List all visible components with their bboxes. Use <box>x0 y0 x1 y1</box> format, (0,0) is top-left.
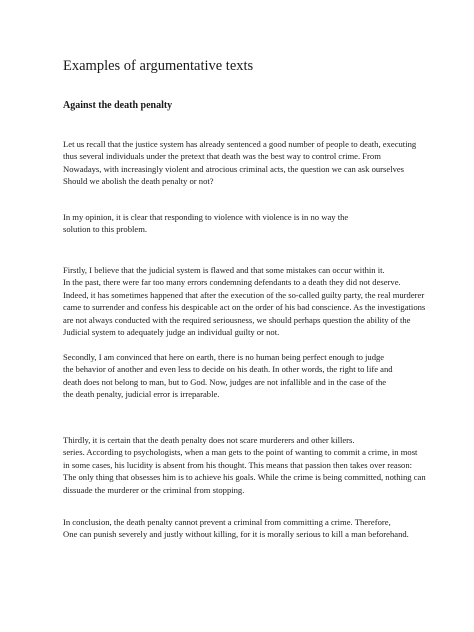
page-title: Examples of argumentative texts <box>63 58 254 74</box>
text-line: Should we abolish the death penalty or not? <box>63 176 214 187</box>
text-line: series. According to psychologists, when a man gets to the point of wanting to commit a crime, in most <box>63 447 418 458</box>
text-line: the behavior of another and even less to decide on his death. In other words, the right to life and <box>63 364 393 375</box>
paragraph-third-argument <box>63 434 426 496</box>
text-line: Indeed, it has sometimes happened that after the execution of the so-called guilty party, the real murderer <box>63 289 425 300</box>
text-line: came to surrender and confess his despicable act on the order of his bad conscience. As the investigations <box>63 302 426 313</box>
paragraph-opinion <box>63 211 423 236</box>
text-line: In the past, there were far too many errors condemning defendants to a death they did not deserve. <box>63 277 401 288</box>
text-line: One can punish severely and justly without killing, for it is morally serious to kill a man beforehand. <box>63 529 409 540</box>
text-line: thus several individuals under the pretext that death was the best way to control crime. From <box>63 151 381 162</box>
text-line: are not always conducted with the required seriousness, we should perhaps question the ability of the <box>63 314 411 325</box>
paragraph-second-argument <box>63 351 423 401</box>
text-line: Firstly, I believe that the judicial system is flawed and that some mistakes can occur within it. <box>63 265 385 275</box>
paragraph-conclusion <box>63 516 423 541</box>
paragraph-first-argument <box>63 264 426 338</box>
paragraph-introduction <box>63 138 423 188</box>
text-line: Thirdly, it is certain that the death penalty does not scare murderers and other killers. <box>63 435 355 445</box>
text-line: Nowadays, with increasingly violent and atrocious criminal acts, the question we can ask ourselves <box>63 163 405 174</box>
text-line: in some cases, his lucidity is absent from his thought. This means that passion then takes over reason: <box>63 459 413 470</box>
section-heading: Against the death penalty <box>63 100 173 111</box>
text-line: dissuade the murderer or the criminal from stopping. <box>63 484 245 495</box>
text-line: In my opinion, it is clear that responding to violence with violence is in no way the <box>63 212 349 222</box>
text-line: Let us recall that the justice system has already sentenced a good number of people to death, executing <box>63 139 417 149</box>
text-line: solution to this problem. <box>63 224 148 235</box>
text-line: the death penalty, judicial error is irreparable. <box>63 389 220 400</box>
text-line: death does not belong to man, but to God. Now, judges are not infallible and in the case of the <box>63 376 387 387</box>
text-line: Secondly, I am convinced that here on earth, there is no human being perfect enough to judge <box>63 352 385 362</box>
text-line: The only thing that obsesses him is to achieve his goals. While the crime is being committed, nothing can <box>63 472 426 483</box>
text-line: Judicial system to adequately judge an individual guilty or not. <box>63 327 280 338</box>
text-line: In conclusion, the death penalty cannot prevent a criminal from committing a crime. Therefore, <box>63 517 391 527</box>
